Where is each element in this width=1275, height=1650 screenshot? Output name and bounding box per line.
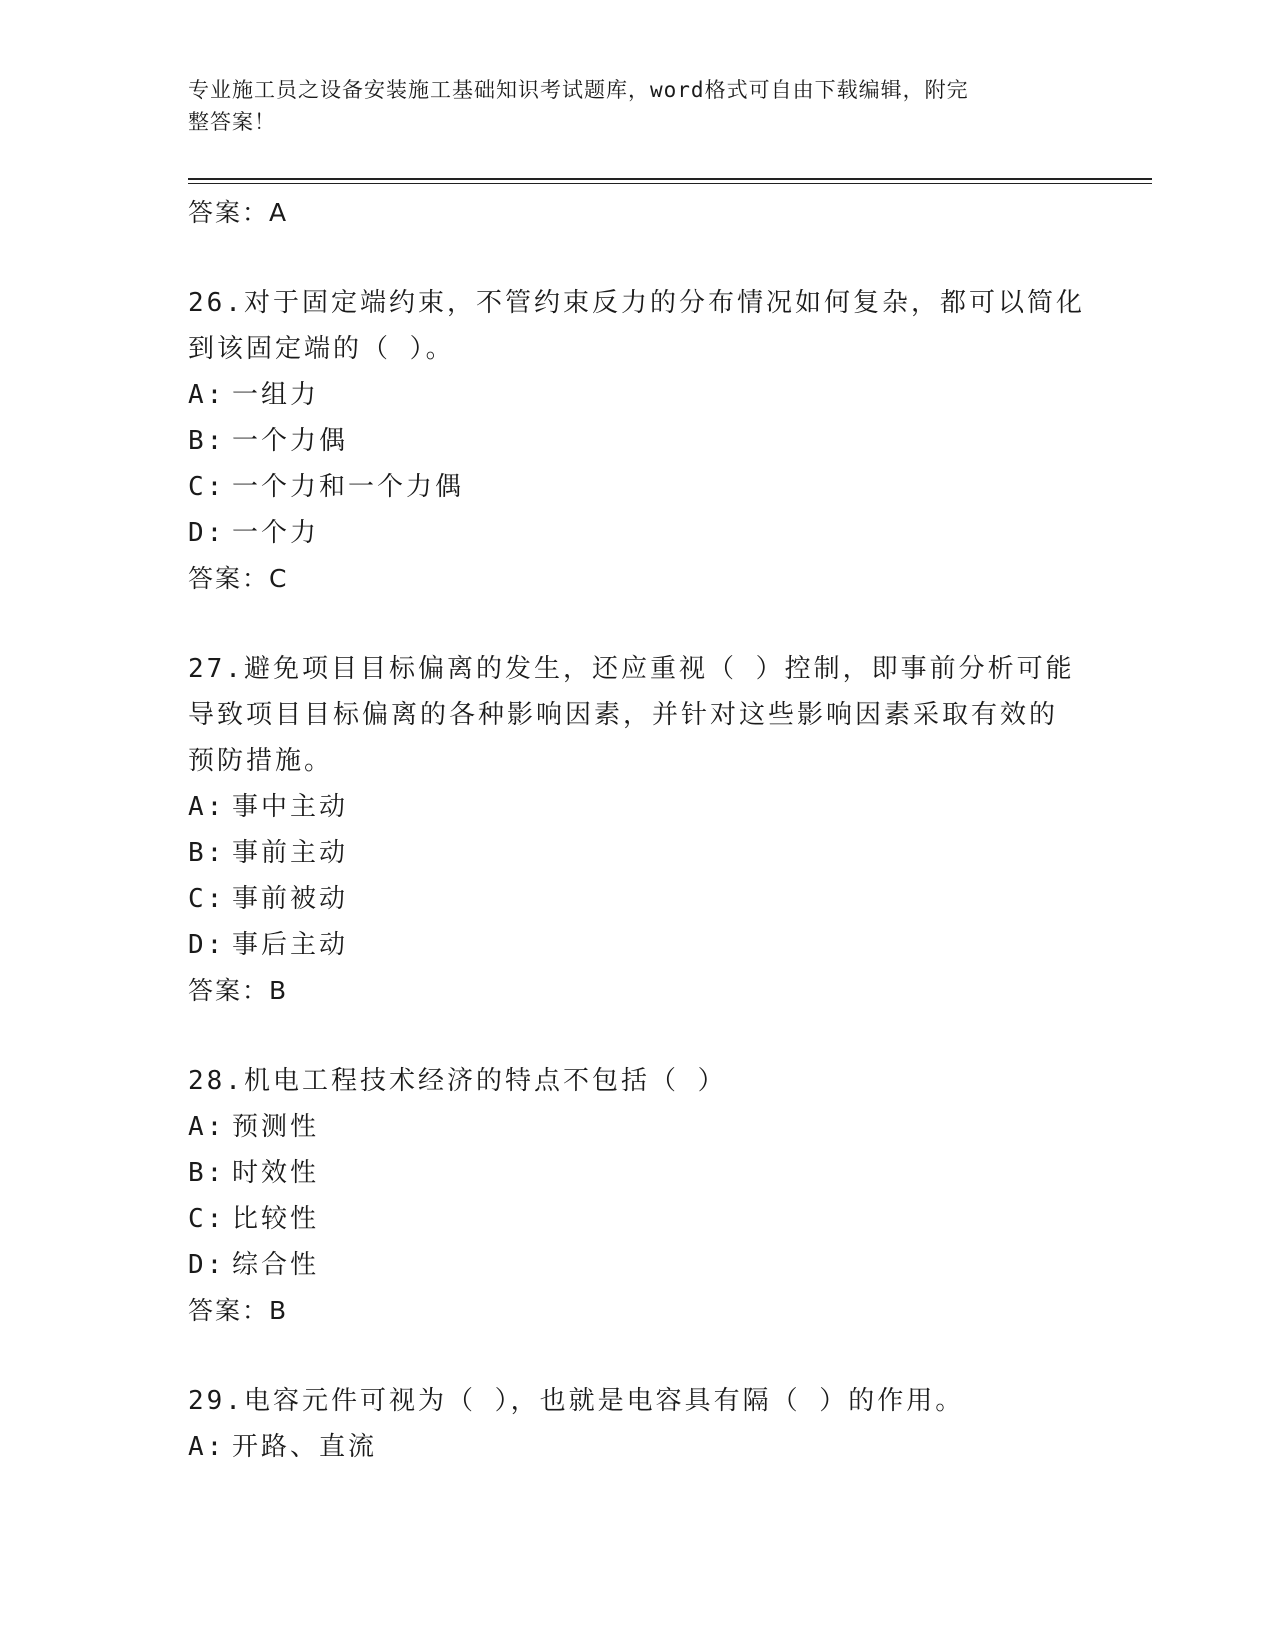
option-b — [188, 418, 1088, 464]
option-text: 事前主动 — [232, 838, 349, 868]
document-header — [188, 74, 1068, 138]
question-stem-line: 预防措施。 — [188, 746, 334, 776]
option-d — [188, 510, 1088, 556]
option-key: C: — [188, 472, 226, 502]
option-a — [188, 1424, 1088, 1470]
option-text: 事前被动 — [232, 884, 349, 914]
option-text: 一个力 — [232, 518, 320, 548]
header-divider-thin — [188, 183, 1152, 184]
option-a — [188, 372, 1088, 418]
question-27 — [188, 646, 1088, 1014]
option-key: B: — [188, 1158, 226, 1188]
header-line-1: 专业施工员之设备安装施工基础知识考试题库，word格式可自由下载编辑，附完 — [188, 78, 969, 102]
option-a — [188, 784, 1088, 830]
question-28 — [188, 1058, 1088, 1334]
option-text: 预测性 — [232, 1112, 320, 1142]
option-d — [188, 922, 1088, 968]
option-key: A: — [188, 792, 226, 822]
answer-line: 答案：C — [188, 564, 289, 593]
option-key: B: — [188, 426, 226, 456]
question-stem-line: 导致项目目标偏离的各种影响因素，并针对这些影响因素采取有效的 — [188, 700, 1059, 730]
option-b — [188, 830, 1088, 876]
header-line-2: 整答案！ — [188, 110, 276, 134]
option-key: C: — [188, 884, 226, 914]
question-stem-line: 26.对于固定端约束，不管约束反力的分布情况如何复杂，都可以简化 — [188, 288, 1085, 318]
answer-line: 答案：B — [188, 976, 289, 1005]
question-29 — [188, 1378, 1088, 1470]
option-text: 开路、直流 — [232, 1432, 378, 1462]
option-text: 综合性 — [232, 1250, 320, 1280]
question-26 — [188, 280, 1088, 602]
option-a — [188, 1104, 1088, 1150]
option-text: 一组力 — [232, 380, 320, 410]
option-key: D: — [188, 1250, 226, 1280]
option-key: A: — [188, 1112, 226, 1142]
header-divider-thick — [188, 178, 1152, 180]
option-key: D: — [188, 930, 226, 960]
option-c — [188, 1196, 1088, 1242]
question-list — [188, 190, 1088, 1470]
option-b — [188, 1150, 1088, 1196]
option-text: 比较性 — [232, 1204, 320, 1234]
option-text: 一个力和一个力偶 — [232, 472, 465, 502]
answer-line: 答案：B — [188, 1296, 289, 1325]
option-text: 事后主动 — [232, 930, 349, 960]
question-stem-line: 28.机电工程技术经济的特点不包括（ ） — [188, 1066, 727, 1096]
option-d — [188, 1242, 1088, 1288]
option-text: 时效性 — [232, 1158, 320, 1188]
option-key: B: — [188, 838, 226, 868]
option-text: 一个力偶 — [232, 426, 349, 456]
option-key: A: — [188, 1432, 226, 1462]
question-stem-line: 到该固定端的（ ）。 — [188, 334, 455, 364]
option-c — [188, 876, 1088, 922]
option-text: 事中主动 — [232, 792, 349, 822]
answer-line: 答案：A — [188, 198, 289, 227]
option-key: A: — [188, 380, 226, 410]
question-stem-line: 29.电容元件可视为（ ），也就是电容具有隔（ ）的作用。 — [188, 1386, 965, 1416]
question-stem-line: 27.避免项目目标偏离的发生，还应重视（ ）控制，即事前分析可能 — [188, 654, 1075, 684]
option-c — [188, 464, 1088, 510]
option-key: D: — [188, 518, 226, 548]
option-key: C: — [188, 1204, 226, 1234]
